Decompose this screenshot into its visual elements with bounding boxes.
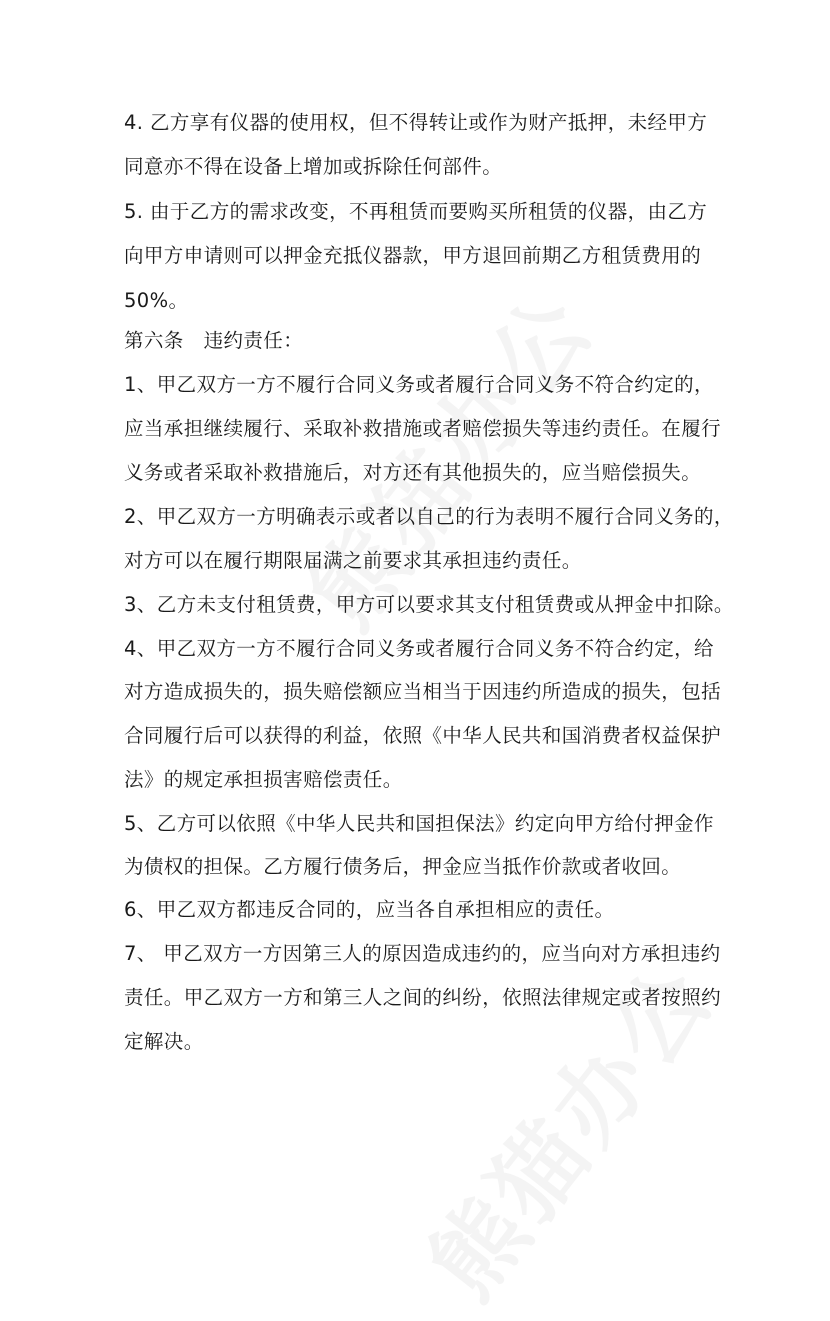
text-line: 应当承担继续履行、采取补救措施或者赔偿损失等违约责任。在履行	[124, 417, 722, 440]
text-line: 法》的规定承担损害赔偿责任。	[124, 768, 403, 791]
text-line: 5、乙方可以依照《中华人民共和国担保法》约定向甲方给付押金作	[124, 812, 714, 835]
text-line: 同意亦不得在设备上增加或拆除任何部件。	[124, 155, 503, 178]
text-line: 5. 由于乙方的需求改变，不再租赁而要购买所租赁的仪器，由乙方	[124, 200, 708, 223]
article-heading: 第六条 违约责任：	[124, 329, 304, 352]
text-line: 2、甲乙双方一方明确表示或者以自己的行为表明不履行合同义务的，	[124, 505, 734, 528]
text-line: 向甲方申请则可以押金充抵仪器款，甲方退回前期乙方租赁费用的	[124, 244, 702, 267]
text-line: 4. 乙方享有仪器的使用权，但不得转让或作为财产抵押，未经甲方	[124, 111, 708, 134]
text-line: 1、甲乙双方一方不履行合同义务或者履行合同义务不符合约定的，	[124, 373, 714, 396]
text-line: 对方造成损失的，损失赔偿额应当相当于因违约所造成的损失，包括	[124, 680, 722, 703]
text-line: 3、乙方未支付租赁费，甲方可以要求其支付租赁费或从押金中扣除。	[124, 593, 734, 616]
text-line: 50%。	[124, 289, 189, 312]
text-line: 对方可以在履行期限届满之前要求其承担违约责任。	[124, 549, 582, 572]
text-line: 4、甲乙双方一方不履行合同义务或者履行合同义务不符合约定，给	[124, 637, 714, 660]
text-line: 为债权的担保。乙方履行债务后，押金应当抵作价款或者收回。	[124, 855, 682, 878]
text-line: 定解决。	[124, 1030, 204, 1053]
text-line: 6、甲乙双方都违反合同的，应当各自承担相应的责任。	[124, 898, 615, 921]
text-line: 责任。甲乙双方一方和第三人之间的纠纷，依照法律规定或者按照约	[124, 986, 722, 1009]
text-line: 合同履行后可以获得的利益，依照《中华人民共和国消费者权益保护	[124, 724, 722, 747]
text-line: 7、 甲乙双方一方因第三人的原因造成违约的，应当向对方承担违约	[124, 942, 721, 965]
text-line: 义务或者采取补救措施后，对方还有其他损失的，应当赔偿损失。	[124, 461, 702, 484]
